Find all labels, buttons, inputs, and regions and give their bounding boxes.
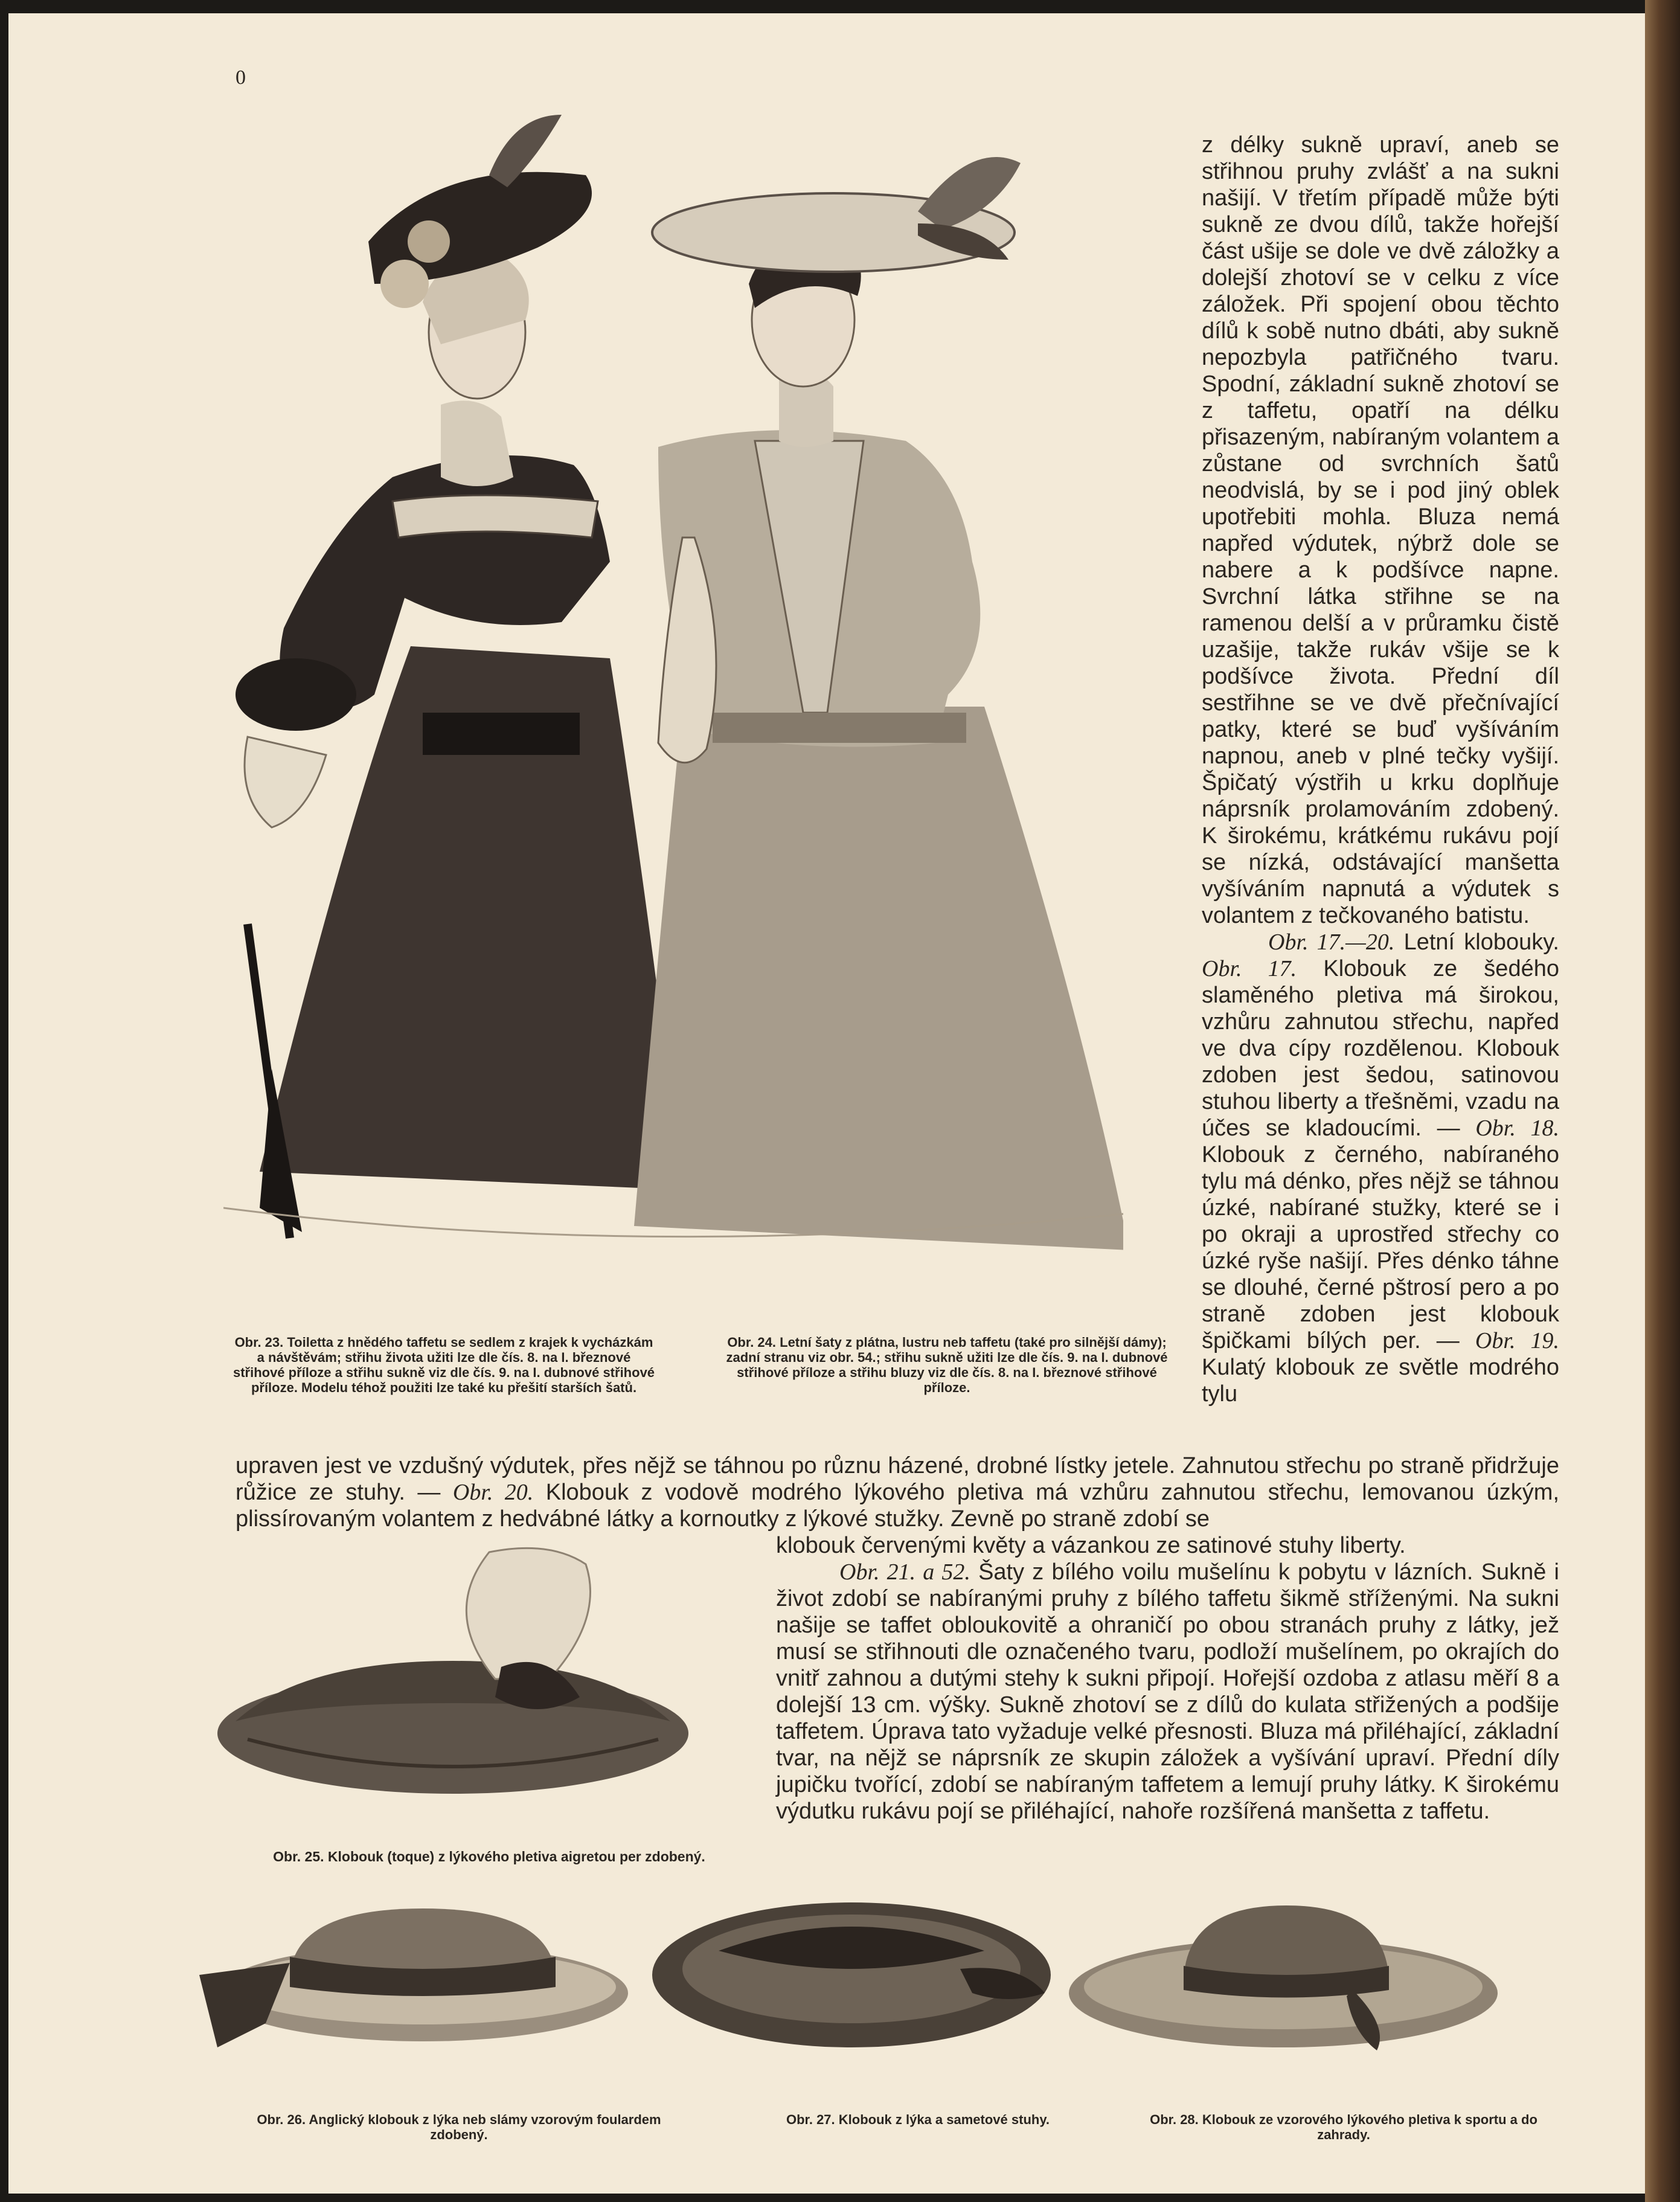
text-run: Klobouk z černého, nabíraného tylu má dénko, přes nějž se táhnou úzké, nabírané stužky, které se i po okraji a uprostřed střechy co úzké ryše našijí. Přes dénko táhne se dlouhé, černé pštrosí pero a po straně zdoben jest klobouk špičkami bílých per. —	[1202, 1142, 1559, 1353]
right-column-text	[1202, 132, 1559, 1407]
figure-ref: Obr. 18.	[1475, 1115, 1559, 1141]
text-run: Šaty z bílého voilu mušelínu k pobytu v lázních. Sukně i život zdobí se nabíranými pruhy z bílého taffetu šikmě stříženými. Na sukni našije se taffet obloukovitě a ohraničí po obou stranách pruhy z látky, jež musí se střihnouti dle označeného tvaru, podloží mušelínem, po okrajích do vnitř zahnou a dutými stehy k sukni připojí. Hořejší ozdoba z atlasu měří 8 a dolejší 13 cm. výšky. Sukně zhotoví se z dílů do kulata střižených a podšije taffetem. Úprava tato vyžaduje velké přesnosti. Bluza má přiléhající, základní tvar, na nějž se náprsník ze skupin záložek a vyšívání upraví. Přední díly jupičku tvořící, zdobí se nabíraným taffetem a lemují pruhy látky. K širokému výdutku rukávu pojí se přiléhající, nahoře rozšířená manšetta z taffetu.	[776, 1559, 1559, 1824]
illustration-english-hat	[193, 1884, 628, 2053]
caption-fig25: Obr. 25. Klobouk (toque) z lýkového pletiva aigretou per zdobený.	[273, 1849, 705, 1864]
caption-fig28: Obr. 28. Klobouk ze vzorového lýkového pletiva k sportu a do zahrady.	[1150, 2112, 1537, 2142]
caption-fig27: Obr. 27. Klobouk z lýka a sametové stuhy.	[786, 2112, 1050, 2127]
text-run: Letní klobouky.	[1394, 929, 1559, 955]
illustration-two-ladies	[223, 103, 1123, 1274]
figure-ref: Obr. 17.—20.	[1268, 929, 1395, 955]
figure-ref: Obr. 20.	[452, 1480, 534, 1505]
paragraph-bath-dress	[776, 1559, 1559, 1825]
text-run: Klobouk ze šedého slaměného pletiva má širokou, vzhůru zahnutou střechu, napřed ve dva cípy rozdělenou. Klobouk zdoben jest šedou, satinovou stuhou liberty a třešněmi, vzadu na účes se kladoucími. —	[1202, 956, 1559, 1141]
paragraph-hat-continued	[236, 1452, 1559, 1532]
paragraph-dress-description: z délky sukně upraví, aneb se střihnou pruhy zvlášť a na sukni našijí. V třetím případě může býti sukně ze dvou dílů, takže hořejší část ušije se dole ve dvě záložky a dolejší zhotoví se v celku z více záložek. Při spojení obou těchto dílů k sobě nutno dbáti, aby sukně nepozbyla patřičného tvaru. Spodní, základní sukně zhotoví se z taffetu, opatří na délku přisazeným, nabíraným volantem a zůstane od svrchních šatů neodvislá, by se i pod jiný oblek upotřebiti mohla. Bluza nemá napřed výdutek, nýbrž dole se nabere a k podšívce napne. Svrchní látka střihne se na ramenou delší a v průramku čistě uzašije, takže rukáv všije se k podšívce života. Přední díl sestřihne se ve dvě přečnívající patky, které se buď vyšíváním napnou, aneb v plné tečky vyšijí. Špičatý výstřih u krku doplňuje náprsník prolamováním zdobený. K širokému, krátkému rukávu pojí se nízká, odstávající manšetta vyšíváním napnutá a výdutek s volantem z tečkovaného batistu.	[1202, 132, 1559, 928]
figure-ref: Obr. 21. a 52.	[839, 1559, 970, 1585]
paragraph-summer-hats	[1202, 929, 1559, 1407]
figure-ref: Obr. 17.	[1202, 956, 1297, 981]
illustration-bast-hat	[646, 1878, 1057, 2059]
text-run: upraven jest ve vzdušný výdutek, přes nějž se táhnou po různu házené, drobné lístky jetele. Zahnutou střechu po straně přidržuje růžice ze stuhy. —	[236, 1453, 1559, 1505]
illustration-toque-hat	[211, 1540, 694, 1806]
wide-text	[236, 1452, 1559, 1532]
caption-fig24: Obr. 24. Letní šaty z plátna, lustru neb taffetu (také pro silnější dámy); zadní stranu viz obr. 54.; střihu sukně užiti lze dle čís. 9. na I. dubnové střihové příloze a střihu bluzy viz dle čís. 8. na I. březnové střihové příloze.	[726, 1335, 1168, 1395]
paragraph-hat-end: klobouk červenými květy a vázankou ze satinové stuhy liberty.	[776, 1533, 1406, 1558]
caption-fig26: Obr. 26. Anglický klobouk z lýka neb slámy vzorovým foulardem zdobený.	[257, 2112, 661, 2142]
caption-fig23: Obr. 23. Toiletta z hnědého taffetu se sedlem z krajek k vycházkám a návštěvám; střihu života užiti lze dle čís. 8. na I. březnové střihové příloze a střihu sukně viz dle čís. 9. na I. dubnové střihové příloze. Modelu téhož použiti lze také ku přešití starších šatů.	[232, 1335, 655, 1395]
text-run: Klobouk z vodově modrého lýkového pletiva má vzhůru zahnutou střechu, lemovanou úzkým, plissírovaným volantem z hedvábné látky a kornoutky z lýkové stužky. Zevně po straně zdobí se	[236, 1480, 1559, 1532]
figure-ref: Obr. 19.	[1475, 1328, 1559, 1353]
page-number: 0	[236, 66, 246, 89]
illustration-sport-hat	[1063, 1887, 1504, 2056]
text-run: Kulatý klobouk ze světle modrého tylu	[1202, 1355, 1559, 1407]
book-spine-edge	[1645, 0, 1680, 2202]
lower-right-text	[776, 1532, 1559, 1825]
